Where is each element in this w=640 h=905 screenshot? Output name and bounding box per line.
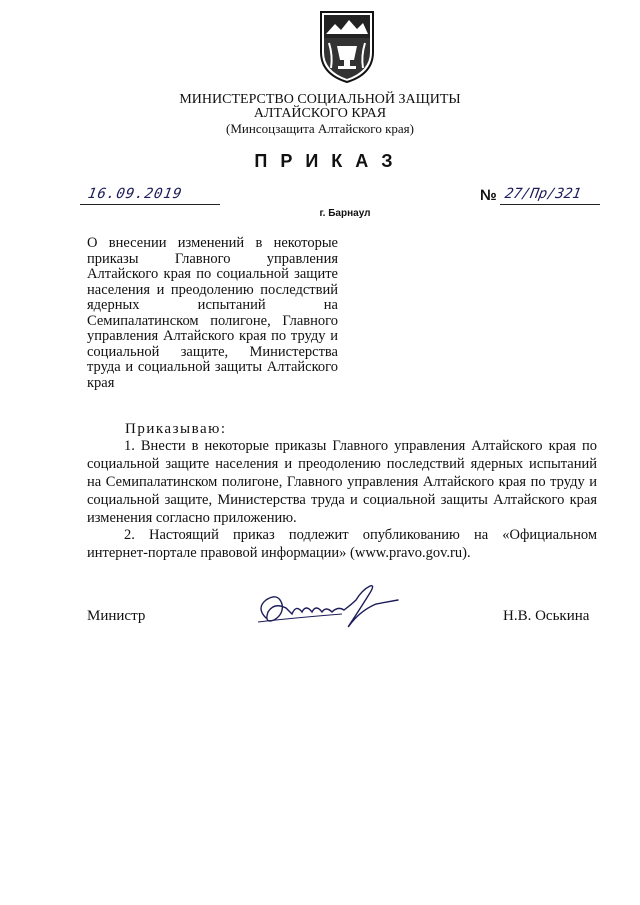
order-paragraph-1: 1. Внести в некоторые приказы Главного управления Алтайского края по социальной защите населения и преодолению последствий ядерных испытаний на Семипалатинском полигоне, Главного управления Алтайского края по труду и социальной защите, Министерства труда и социальной защиты Алтайского края изменения согласно приложению. [87,438,597,526]
number-underline [500,204,600,205]
handwritten-signature [252,578,402,638]
order-verb: Приказываю: [125,421,227,437]
signer-title: Министр [87,608,146,624]
order-paragraph-2: 2. Настоящий приказ подлежит опубликованию на «Официальном интернет-портале правовой информации» (www.pravo.gov.ru). [87,527,597,561]
order-date: 16.09.2019 [86,186,184,202]
ministry-short-name: (Минсоцзащита Алтайского края) [226,121,414,136]
ministry-name-line2: АЛТАЙСКОГО КРАЯ [253,106,387,121]
order-number: 27/Пр/321 [503,186,583,202]
order-city: г. Барнаул [319,208,371,219]
signer-name: Н.В. Оськина [503,608,590,624]
order-title: ПРИКАЗ [254,151,406,171]
date-underline [80,204,220,205]
ministry-name-line1: МИНИСТЕРСТВО СОЦИАЛЬНОЙ ЗАЩИТЫ [179,92,461,107]
coat-of-arms-emblem [317,8,377,84]
order-number-sign: № [480,187,497,204]
order-subject: О внесении изменений в некоторые приказы Главного управления Алтайского края по социальной защите населения и преодолению последствий ядерных испытаний на Семипалатинском полигоне, Главного управления Алтайского края по труду и социальной защите, Министерства труда и социальной защиты Алтайского края [87,235,338,391]
